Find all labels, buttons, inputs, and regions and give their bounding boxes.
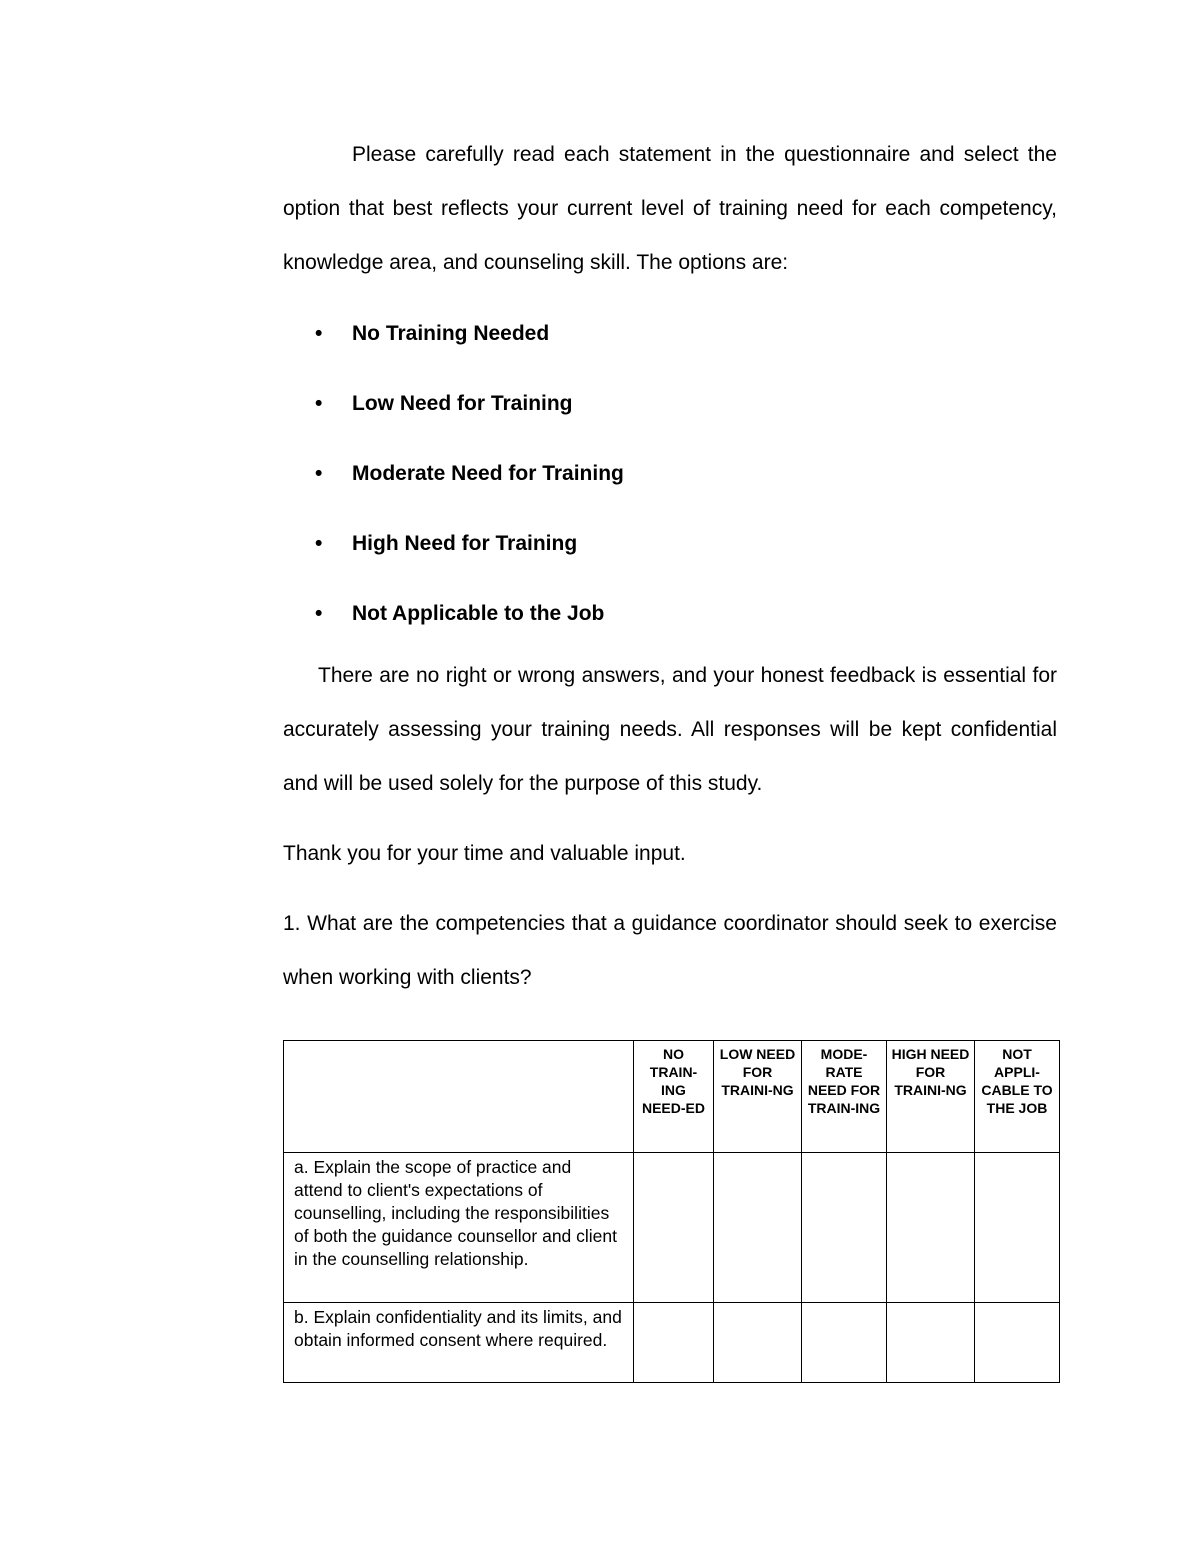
option-item [283,579,1057,649]
option-label: No Training Needed [352,322,550,345]
document-body [283,128,1057,1005]
response-cell[interactable] [634,1303,714,1383]
response-cell[interactable] [887,1303,975,1383]
response-cell[interactable] [975,1303,1060,1383]
closing-paragraph: There are no right or wrong answers, and your honest feedback is essential for accurately assessing your training needs. All responses will be kept confidential and will be used solely for the purpose of this study. [283,664,1057,795]
option-item [283,369,1057,439]
bullet-icon: • [315,602,323,625]
item-a-text: a. Explain the scope of practice and attend to client's expectations of counselling, including the responsibilities of both the guidance counsellor and client in the counselling relationship. [284,1153,634,1303]
response-cell[interactable] [802,1153,887,1303]
option-item [283,509,1057,579]
bullet-icon: • [315,392,323,415]
bullet-icon: • [315,322,323,345]
bullet-icon: • [315,462,323,485]
response-cell[interactable] [802,1303,887,1383]
bullet-icon: • [315,532,323,555]
header-low-need: LOW NEED FOR TRAINI-NG [714,1041,802,1153]
item-b-text: b. Explain confidentiality and its limits, and obtain informed consent where required. [284,1303,634,1383]
response-cell[interactable] [634,1153,714,1303]
response-cell[interactable] [975,1153,1060,1303]
competency-table [283,1040,1060,1383]
option-label: Low Need for Training [352,392,573,415]
header-high-need: HIGH NEED FOR TRAINI-NG [887,1041,975,1153]
intro-paragraph: Please carefully read each statement in the questionnaire and select the option that best reflects your current level of training need for each competency, knowledge area, and counseling skill. The options are: [283,143,1057,274]
header-moderate-need: MODE-RATE NEED FOR TRAIN-ING [802,1041,887,1153]
header-blank [284,1041,634,1153]
option-item [283,439,1057,509]
response-cell[interactable] [714,1153,802,1303]
header-no-training-needed: NO TRAIN-ING NEED-ED [634,1041,714,1153]
options-list [283,299,1057,649]
response-cell[interactable] [714,1303,802,1383]
response-cell[interactable] [887,1153,975,1303]
option-label: High Need for Training [352,532,578,555]
table-header-row [284,1041,1060,1153]
question-text: 1. What are the competencies that a guidance coordinator should seek to exercise when working with clients? [283,912,1057,989]
thanks-line: Thank you for your time and valuable input. [283,842,686,865]
table-row [284,1303,1060,1383]
option-item [283,299,1057,369]
table-row [284,1153,1060,1303]
option-label: Not Applicable to the Job [352,602,605,625]
header-not-applicable: NOT APPLI-CABLE TO THE JOB [975,1041,1060,1153]
option-label: Moderate Need for Training [352,462,624,485]
